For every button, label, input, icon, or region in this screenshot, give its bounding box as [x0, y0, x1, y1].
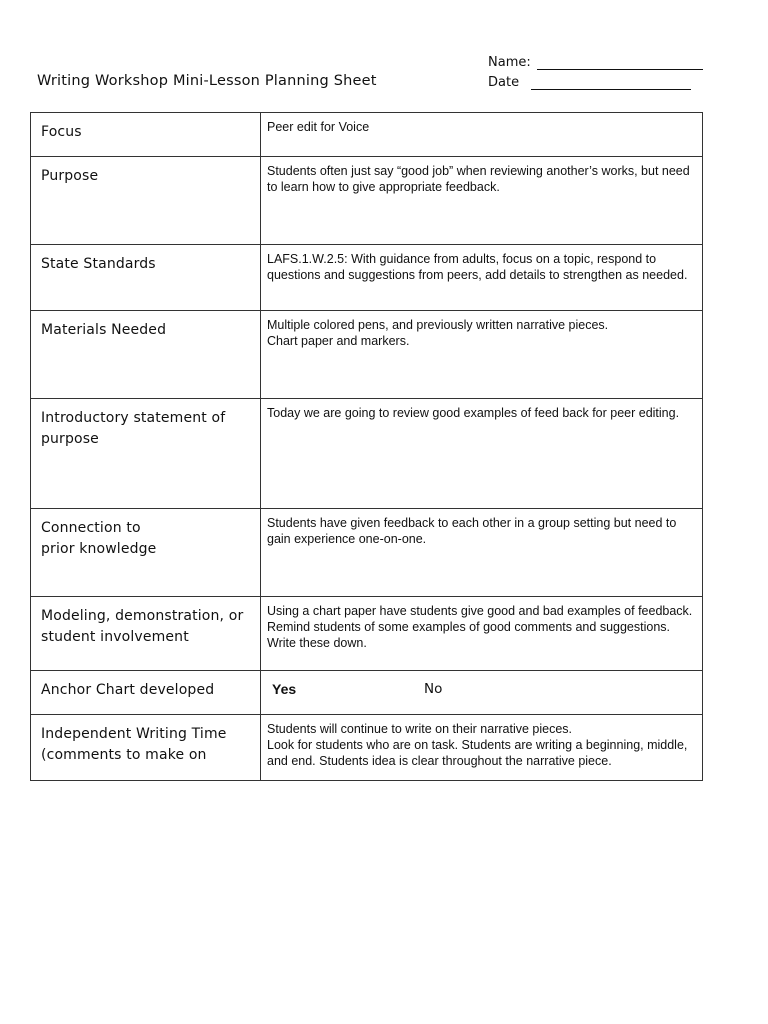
name-blank-line[interactable]	[537, 57, 703, 70]
anchor-yes-option[interactable]: Yes	[272, 681, 297, 697]
row-state-standards	[31, 245, 703, 311]
materials-value: Multiple colored pens, and previously written narrative pieces. Chart paper and markers.	[261, 311, 703, 399]
date-field	[488, 75, 691, 90]
name-label: Name:	[488, 55, 531, 70]
row-focus	[31, 113, 703, 157]
modeling-value: Using a chart paper have students give good and bad examples of feedback. Remind students of some examples of good comments and suggestions. Write these down.	[261, 597, 703, 671]
anchor-chart-value	[261, 671, 703, 715]
row-anchor-chart	[31, 671, 703, 715]
page-title: Writing Workshop Mini-Lesson Planning Sheet	[37, 73, 377, 89]
materials-label: Materials Needed	[31, 311, 261, 399]
state-standards-value: LAFS.1.W.2.5: With guidance from adults, focus on a topic, respond to questions and suggestions from peers, add details to strengthen as needed.	[261, 245, 703, 311]
row-intro	[31, 399, 703, 509]
modeling-label: Modeling, demonstration, or student involvement	[31, 597, 261, 671]
focus-label: Focus	[31, 113, 261, 157]
date-label: Date	[488, 75, 520, 90]
date-blank-line[interactable]	[531, 77, 691, 90]
name-field	[488, 55, 703, 70]
focus-value: Peer edit for Voice	[261, 113, 703, 157]
intro-value: Today we are going to review good examples of feed back for peer editing.	[261, 399, 703, 509]
purpose-value: Students often just say “good job” when reviewing another’s works, but need to learn how to give appropriate feedback.	[261, 157, 703, 245]
row-modeling	[31, 597, 703, 671]
anchor-no-option[interactable]: No	[424, 681, 443, 697]
row-independent-writing	[31, 715, 703, 781]
row-connection	[31, 509, 703, 597]
independent-writing-label: Independent Writing Time (comments to make on	[31, 715, 261, 781]
row-materials	[31, 311, 703, 399]
planning-table	[30, 112, 703, 781]
connection-label: Connection to prior knowledge	[31, 509, 261, 597]
purpose-label: Purpose	[31, 157, 261, 245]
intro-label: Introductory statement of purpose	[31, 399, 261, 509]
row-purpose	[31, 157, 703, 245]
connection-value: Students have given feedback to each other in a group setting but need to gain experience one-on-one.	[261, 509, 703, 597]
independent-writing-value: Students will continue to write on their narrative pieces. Look for students who are on task. Students are writing a beginning, middle, and end. Students idea is clear throughout the narrative piece.	[261, 715, 703, 781]
anchor-chart-label: Anchor Chart developed	[31, 671, 261, 715]
state-standards-label: State Standards	[31, 245, 261, 311]
